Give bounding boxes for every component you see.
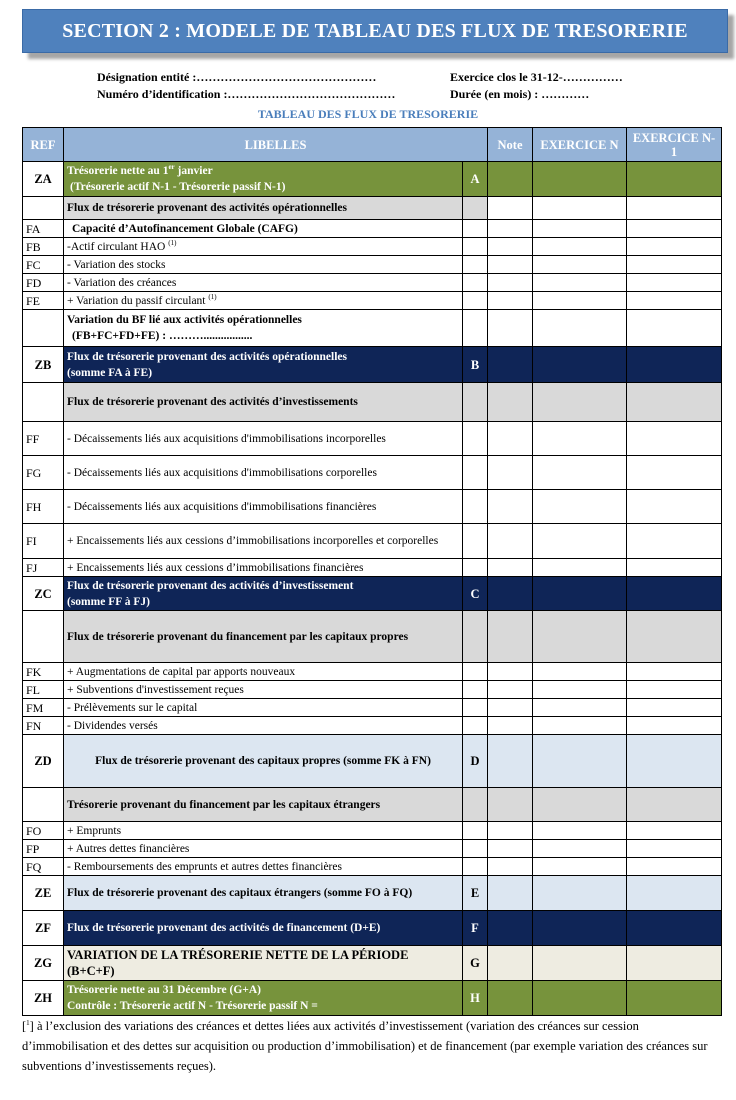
ref-zc: ZC	[23, 577, 64, 611]
ref-fj: FJ	[23, 559, 64, 577]
ref-fe: FE	[23, 292, 64, 310]
row-op-header	[23, 197, 722, 220]
label-zh: Trésorerie nette au 31 Décembre (G+A) Contrôle : Trésorerie actif N - Trésorerie passif N =	[64, 981, 463, 1016]
label-zd: Flux de trésorerie provenant des capitaux propres (somme FK à FN)	[64, 735, 463, 788]
row-fq	[23, 858, 722, 876]
duree-mois: Durée (en mois) : …………	[450, 87, 590, 101]
label-fd: - Variation des créances	[64, 274, 463, 292]
label-fc: - Variation des stocks	[64, 256, 463, 274]
label-za: Trésorerie nette au 1er janvier (Trésorerie actif N-1 - Trésorerie passif N-1)	[64, 162, 463, 197]
row-fc	[23, 256, 722, 274]
row-ce-header	[23, 788, 722, 822]
ref-fb: FB	[23, 238, 64, 256]
row-ze	[23, 876, 722, 911]
label-fg: - Décaissements liés aux acquisitions d'immobilisations corporelles	[64, 456, 463, 490]
ref-fa: FA	[23, 220, 64, 238]
label-fo: + Emprunts	[64, 822, 463, 840]
row-za	[23, 162, 722, 197]
row-fi	[23, 524, 722, 559]
label-fa: Capacité d’Autofinancement Globale (CAFG)	[64, 220, 463, 238]
ref-ff: FF	[23, 422, 64, 456]
row-fd	[23, 274, 722, 292]
numero-identification: Numéro d’identification :……………………………………	[97, 87, 396, 101]
ref-fi: FI	[23, 524, 64, 559]
ref-zd: ZD	[23, 735, 64, 788]
row-zf	[23, 911, 722, 946]
letter-g: G	[463, 946, 488, 981]
row-fo	[23, 822, 722, 840]
row-fn	[23, 717, 722, 735]
row-zg	[23, 946, 722, 981]
row-fk	[23, 663, 722, 681]
letter-e: E	[463, 876, 488, 911]
ref-zg: ZG	[23, 946, 64, 981]
row-zc	[23, 577, 722, 611]
letter-f: F	[463, 911, 488, 946]
ref-za: ZA	[23, 162, 64, 197]
row-fa	[23, 220, 722, 238]
ref-zf: ZF	[23, 911, 64, 946]
header-note: Note	[488, 128, 533, 162]
header-exercice-n1: EXERCICE N-1	[627, 128, 722, 162]
section-title-banner: SECTION 2 : MODELE DE TABLEAU DES FLUX DE TRESORERIE	[22, 9, 728, 53]
label-fl: + Subventions d'investissement reçues	[64, 681, 463, 699]
label-fj: + Encaissements liés aux cessions d’immobilisations financières	[64, 559, 463, 577]
section-cp-header: Flux de trésorerie provenant du financement par les capitaux propres	[64, 611, 463, 663]
label-zc: Flux de trésorerie provenant des activités d’investissement (somme FF à FJ)	[64, 577, 463, 611]
label-fe: + Variation du passif circulant $^{(1)}$	[64, 292, 463, 310]
section-ce-header: Trésorerie provenant du financement par les capitaux étrangers	[64, 788, 463, 822]
row-fm	[23, 699, 722, 717]
row-fg	[23, 456, 722, 490]
letter-c: C	[463, 577, 488, 611]
row-zh	[23, 981, 722, 1016]
label-fm: - Prélèvements sur le capital	[64, 699, 463, 717]
label-fh: - Décaissements liés aux acquisitions d'immobilisations financières	[64, 490, 463, 524]
row-fl	[23, 681, 722, 699]
table-header-row	[23, 128, 722, 162]
label-ff: - Décaissements liés aux acquisitions d'immobilisations incorporelles	[64, 422, 463, 456]
footnote: [$^1$] à l’exclusion des variations des créances et dettes liées aux activités d’investissement (variation des créances sur cession d’immobilisation et des dettes sur acquisition ou production d’immobilisation) et de financement (par exemple variation des créances sur subventions d’investissements reçues).	[22, 1018, 708, 1073]
ref-fm: FM	[23, 699, 64, 717]
ref-zh: ZH	[23, 981, 64, 1016]
label-fi: + Encaissements liés aux cessions d’immobilisations incorporelles et corporelles	[64, 524, 463, 559]
label-zg: VARIATION DE LA TRÉSORERIE NETTE DE LA PÉRIODE (B+C+F)	[64, 946, 463, 981]
table-title: TABLEAU DES FLUX DE TRESORERIE	[257, 107, 479, 121]
ref-fq: FQ	[23, 858, 64, 876]
letter-a: A	[463, 162, 488, 197]
ref-fp: FP	[23, 840, 64, 858]
label-ze: Flux de trésorerie provenant des capitaux étrangers (somme FO à FQ)	[64, 876, 463, 911]
label-bf: Variation du BF lié aux activités opérationnelles (FB+FC+FD+FE) : ……….................	[64, 310, 463, 347]
ref-fg: FG	[23, 456, 64, 490]
row-fh	[23, 490, 722, 524]
row-bf	[23, 310, 722, 347]
ref-fh: FH	[23, 490, 64, 524]
letter-h: H	[463, 981, 488, 1016]
label-fq: - Remboursements des emprunts et autres dettes financières	[64, 858, 463, 876]
section-op-header: Flux de trésorerie provenant des activités opérationnelles	[64, 197, 463, 220]
row-fj	[23, 559, 722, 577]
row-cp-header	[23, 611, 722, 663]
ref-fd: FD	[23, 274, 64, 292]
designation-entite: Désignation entité :………………………………………	[97, 70, 377, 84]
letter-b: B	[463, 347, 488, 383]
letter-d: D	[463, 735, 488, 788]
label-fk: + Augmentations de capital par apports nouveaux	[64, 663, 463, 681]
row-fe	[23, 292, 722, 310]
header-ref: REF	[23, 128, 64, 162]
ref-fk: FK	[23, 663, 64, 681]
header-exercice-n: EXERCICE N	[533, 128, 627, 162]
header-libelles: LIBELLES	[64, 128, 488, 162]
label-zf: Flux de trésorerie provenant des activités de financement (D+E)	[64, 911, 463, 946]
ref-fc: FC	[23, 256, 64, 274]
row-zd	[23, 735, 722, 788]
label-zb: Flux de trésorerie provenant des activités opérationnelles (somme FA à FE)	[64, 347, 463, 383]
ref-fn: FN	[23, 717, 64, 735]
section-inv-header: Flux de trésorerie provenant des activités d’investissements	[64, 383, 463, 422]
ref-fo: FO	[23, 822, 64, 840]
row-inv-header	[23, 383, 722, 422]
row-fb	[23, 238, 722, 256]
ref-ze: ZE	[23, 876, 64, 911]
label-fp: + Autres dettes financières	[64, 840, 463, 858]
label-fn: - Dividendes versés	[64, 717, 463, 735]
cash-flow-table	[22, 127, 722, 1016]
exercice-clos: Exercice clos le 31-12-……………	[450, 70, 623, 84]
label-fb: -Actif circulant HAO $^{(1)}$	[64, 238, 463, 256]
ref-zb: ZB	[23, 347, 64, 383]
row-zb	[23, 347, 722, 383]
row-ff	[23, 422, 722, 456]
ref-fl: FL	[23, 681, 64, 699]
row-fp	[23, 840, 722, 858]
